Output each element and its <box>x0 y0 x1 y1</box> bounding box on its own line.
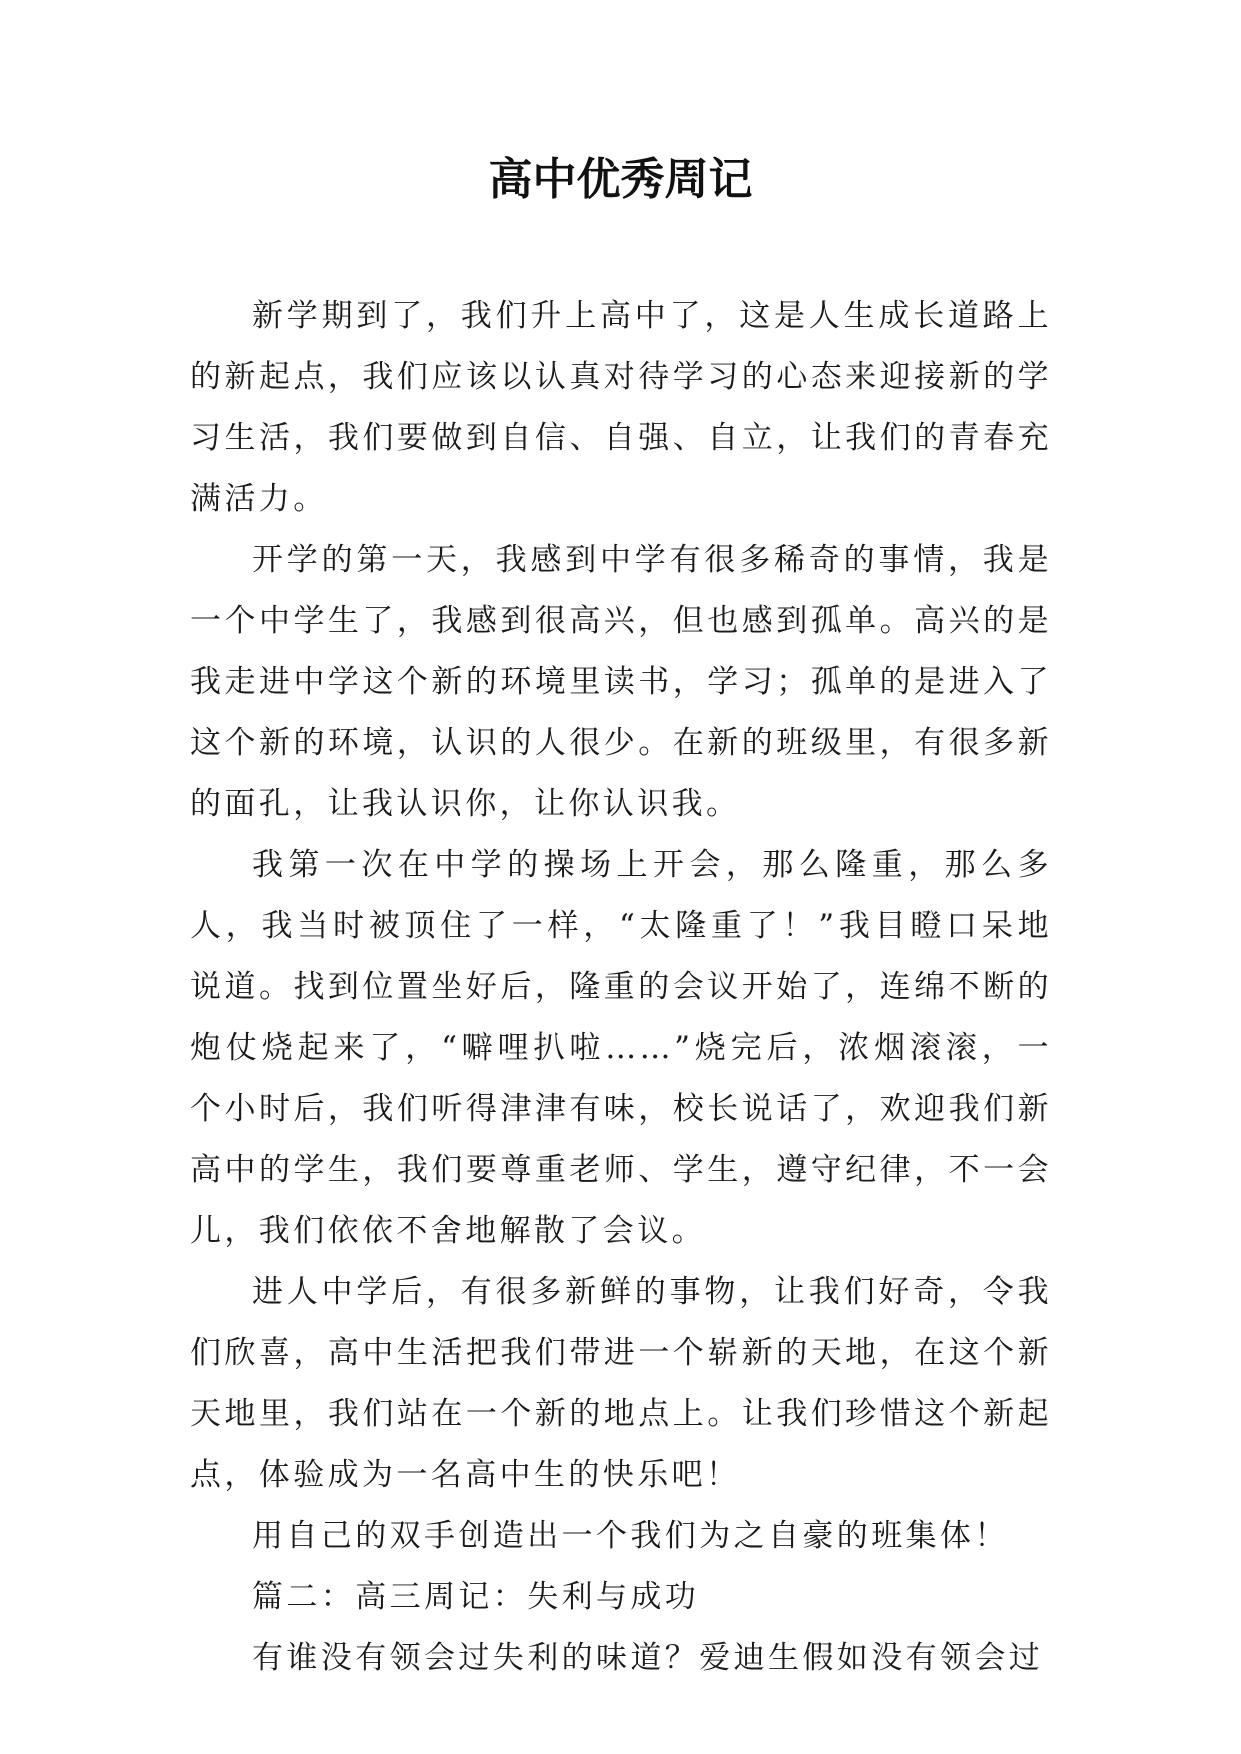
paragraph: 进人中学后，有很多新鲜的事物，让我们好奇，令我们欣喜，高中生活把我们带进一个崭新的天地，在这个新天地里，我们站在一个新的地点上。让我们珍惜这个新起点，体验成为一名高中生的快乐吧！ <box>190 1274 1052 1493</box>
paragraph: 开学的第一天，我感到中学有很多稀奇的事情，我是一个中学生了，我感到很高兴，但也感到孤单。高兴的是我走进中学这个新的环境里读书，学习；孤单的是进入了这个新的环境，认识的人很少。在新的班级里，有很多新的面孔，让我认识你，让你认识我。 <box>190 542 1052 822</box>
section-heading: 篇二：高三周记：失利与成功 <box>252 1579 700 1615</box>
paragraph: 有谁没有领会过失利的味道？爱迪生假如没有领会过 <box>252 1640 1044 1676</box>
paragraph: 用自己的双手创造出一个我们为之自豪的班集体！ <box>252 1518 1009 1554</box>
paragraph: 我第一次在中学的操场上开会，那么隆重，那么多人，我当时被顶住了一样，“太隆重了！”我目瞪口呆地说道。找到位置坐好后，隆重的会议开始了，连绵不断的炮仗烧起来了，“噼哩扒啦……”烧完后，浓烟滚滚，一个小时后，我们听得津津有味，校长说话了，欢迎我们新高中的学生，我们要尊重老师、学生，遵守纪律，不一会儿，我们依依不舍地解散了会议。 <box>190 847 1052 1249</box>
paragraph: 新学期到了，我们升上高中了，这是人生成长道路上的新起点，我们应该以认真对待学习的心态来迎接新的学习生活，我们要做到自信、自强、自立，让我们的青春充满活力。 <box>190 298 1052 517</box>
document-body <box>190 286 1052 1689</box>
document-title: 高中优秀周记 <box>488 154 753 205</box>
